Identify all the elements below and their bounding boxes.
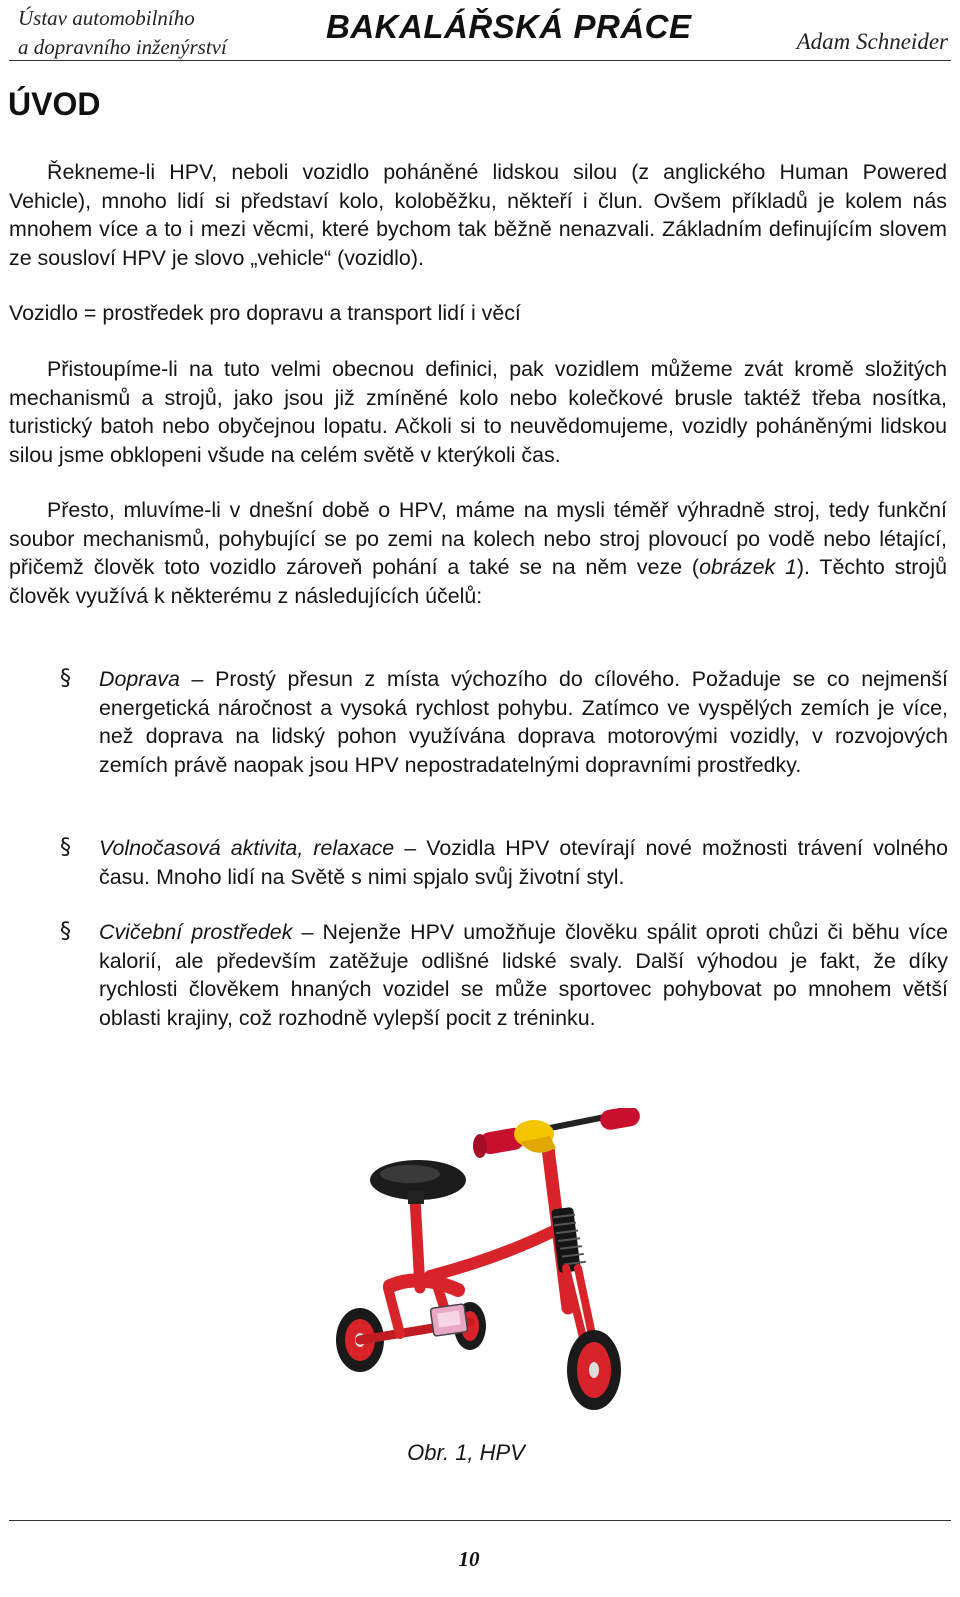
figure-reference-link[interactable]: obrázek 1	[699, 555, 797, 580]
page-number	[0, 1547, 960, 1572]
list-item-text	[99, 665, 948, 779]
document-type: BAKALÁŘSKÁ PRÁCE	[326, 8, 692, 45]
definition-line: Vozidlo = prostředek pro dopravu a transport lidí i věcí	[9, 301, 521, 325]
hpv-tricycle-image	[320, 1108, 650, 1438]
institute-name	[18, 4, 227, 62]
intro-paragraph: Řekneme-li HPV, neboli vozidlo poháněné lidskou silou (z anglického Human Powered Vehicle), mnoho lidí si představí kolo, koloběžku, někteří i člun. Ovšem příkladů je kolem nás mnohem více a to i mezi věcmi, které bychom tak běžně nenazvali. Základním definujícím slovem ze sousloví HPV je slovo „vehicle“ (vozidlo).	[9, 160, 947, 270]
list-item	[60, 834, 948, 891]
figure-caption	[0, 1440, 960, 1466]
bell-icon	[514, 1120, 556, 1153]
list-item	[60, 665, 948, 779]
section-sign-icon: §	[60, 666, 71, 691]
page-number-text: 10	[458, 1547, 480, 1571]
figure-caption-text: Obr. 1, HPV	[407, 1440, 525, 1465]
purpose-text-start: Přesto, mluvíme-li v dnešní době o HPV, máme na mysli téměř výhradně stroj, tedy funkční soubor mechanismů, pohybující se po zemi na kolech nebo stroj plovoucí po vodě nebo létající, přičemž člověk toto vozidlo zároveň pohání a také se na něm veze (	[9, 498, 947, 580]
purpose-text-end: ). Těchto strojů člověk využívá k některému z následujících účelů:	[9, 555, 947, 608]
list-item-term: Cvičební prostředek	[99, 920, 293, 944]
list-item-text	[99, 918, 948, 1032]
list-item-description: – Nejenže HPV umožňuje člověku spálit oproti chůzi či běhu více kalorií, ale především zatěžuje odlišné lidské svaly. Další výhodou je fakt, že díky rychlosti člověkem hnaných vozidel se může sportovec pohybovat po mnohem větší oblasti krajiny, což rozhodně vylepší pocit z tréninku.	[99, 920, 948, 1030]
list-item-term: Doprava	[99, 667, 180, 691]
list-item-description: – Prostý přesun z místa výchozího do cílového. Požaduje se co nejmenší energetická náročnost a vysoká rychlost pohybu. Zatímco ve vyspělých zemích je více, než doprava na lidský pohon využívána doprava motorovými vozidly, v rozvojových zemích právě naopak jsou HPV nepostradatelnými dopravními prostředky.	[99, 667, 948, 777]
list-item	[60, 918, 948, 1032]
institute-line-1: Ústav automobilního	[18, 6, 195, 30]
section-sign-icon: §	[60, 835, 71, 860]
front-wheel	[567, 1330, 621, 1410]
institute-line-2: a dopravního inženýrství	[18, 35, 227, 59]
definition-paragraph: Přistoupíme-li na tuto velmi obecnou definici, pak vozidlem můžeme zvát kromě složitých mechanismů a strojů, jako jsou již zmíněné kolo nebo kolečkové brusle taktéž třeba nosítka, turistický batoh nebo obyčejnou lopatu. Ačkoli si to neuvědomujeme, vozidly poháněnými lidskou silou jsme obklopeni všude na celém světě v kterýkoli čas.	[9, 357, 947, 467]
section-sign-icon: §	[60, 919, 71, 944]
list-item-description: – Vozidla HPV otevírají nové možnosti trávení volného času. Mnoho lidí na Světě s nimi spjalo svůj životní styl.	[99, 836, 948, 889]
header-divider	[9, 60, 951, 61]
right-grip	[599, 1108, 642, 1131]
purpose-paragraph	[9, 496, 947, 610]
author-name: Adam Schneider	[796, 29, 948, 54]
list-item-term: Volnočasová aktivita, relaxace	[99, 836, 395, 860]
footer-divider	[9, 1520, 951, 1521]
saddle	[370, 1160, 466, 1204]
page-header	[0, 0, 960, 60]
section-title: ÚVOD	[8, 86, 101, 122]
list-item-text	[99, 834, 948, 891]
